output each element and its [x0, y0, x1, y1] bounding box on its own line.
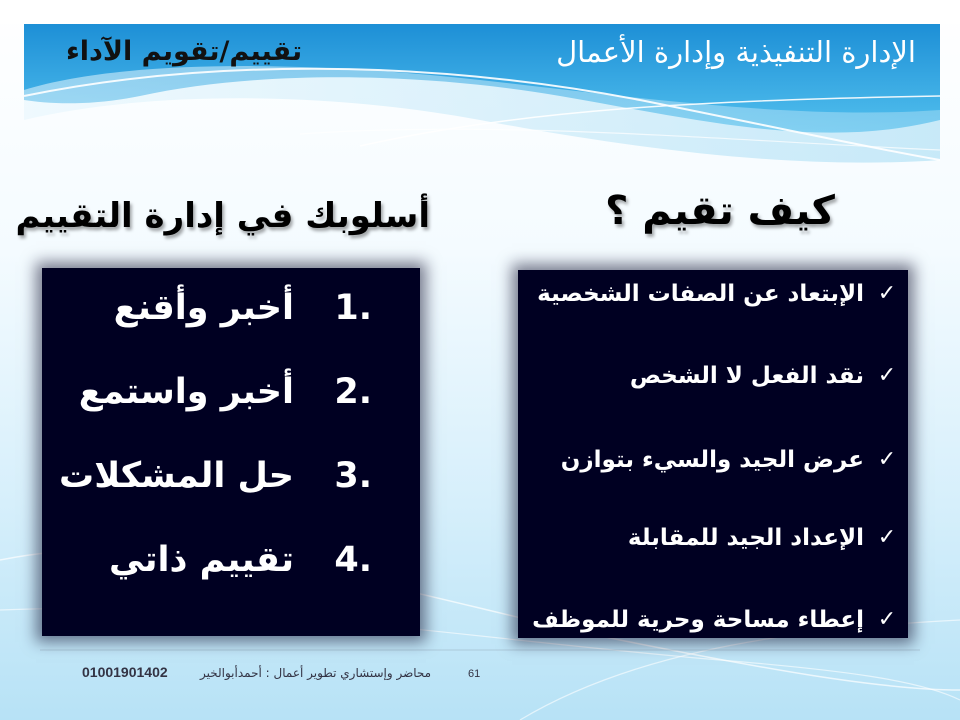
- header-title: الإدارة التنفيذية وإدارة الأعمال: [556, 35, 916, 69]
- footer-phone: 01001901402: [82, 664, 168, 680]
- page-number: 61: [468, 668, 481, 680]
- item-text: أخبر واستمع: [78, 372, 294, 412]
- list-item: [42, 446, 420, 506]
- check-icon: ✓: [877, 525, 897, 550]
- item-text: حل المشكلات: [59, 456, 294, 496]
- how-to-evaluate-panel: [518, 270, 908, 638]
- left-heading: أسلوبك في إدارة التقييم: [15, 196, 430, 236]
- item-text: عرض الجيد والسيء بتوازن: [560, 447, 864, 473]
- list-item: [518, 600, 908, 640]
- footer-author: محاضر وإستشاري تطوير أعمال : أحمدأبوالخير: [200, 666, 432, 680]
- list-item: [518, 356, 908, 396]
- list-item: [42, 362, 420, 422]
- item-text: إعطاء مساحة وحرية للموظف: [532, 607, 864, 633]
- item-number: 2.: [334, 372, 372, 412]
- item-text: أخبر وأقنع: [113, 288, 294, 328]
- item-number: 3.: [334, 456, 372, 496]
- item-number: 4.: [334, 540, 372, 580]
- right-heading: كيف تقيم ؟: [605, 188, 835, 234]
- item-number: 1.: [334, 288, 372, 328]
- list-item: [42, 278, 420, 338]
- check-icon: ✓: [877, 607, 897, 632]
- item-text: تقييم ذاتي: [108, 540, 294, 580]
- check-icon: ✓: [877, 363, 897, 388]
- list-item: [518, 518, 908, 558]
- list-item: [518, 274, 908, 314]
- header-subtitle: تقييم/تقويم الآداء: [66, 36, 303, 67]
- item-text: نقد الفعل لا الشخص: [629, 363, 864, 389]
- list-item: [42, 530, 420, 590]
- list-item: [518, 440, 908, 480]
- item-text: الإبتعاد عن الصفات الشخصية: [537, 281, 864, 307]
- evaluation-style-panel: [42, 268, 420, 636]
- check-icon: ✓: [877, 281, 897, 306]
- check-icon: ✓: [877, 447, 897, 472]
- item-text: الإعداد الجيد للمقابلة: [627, 525, 864, 551]
